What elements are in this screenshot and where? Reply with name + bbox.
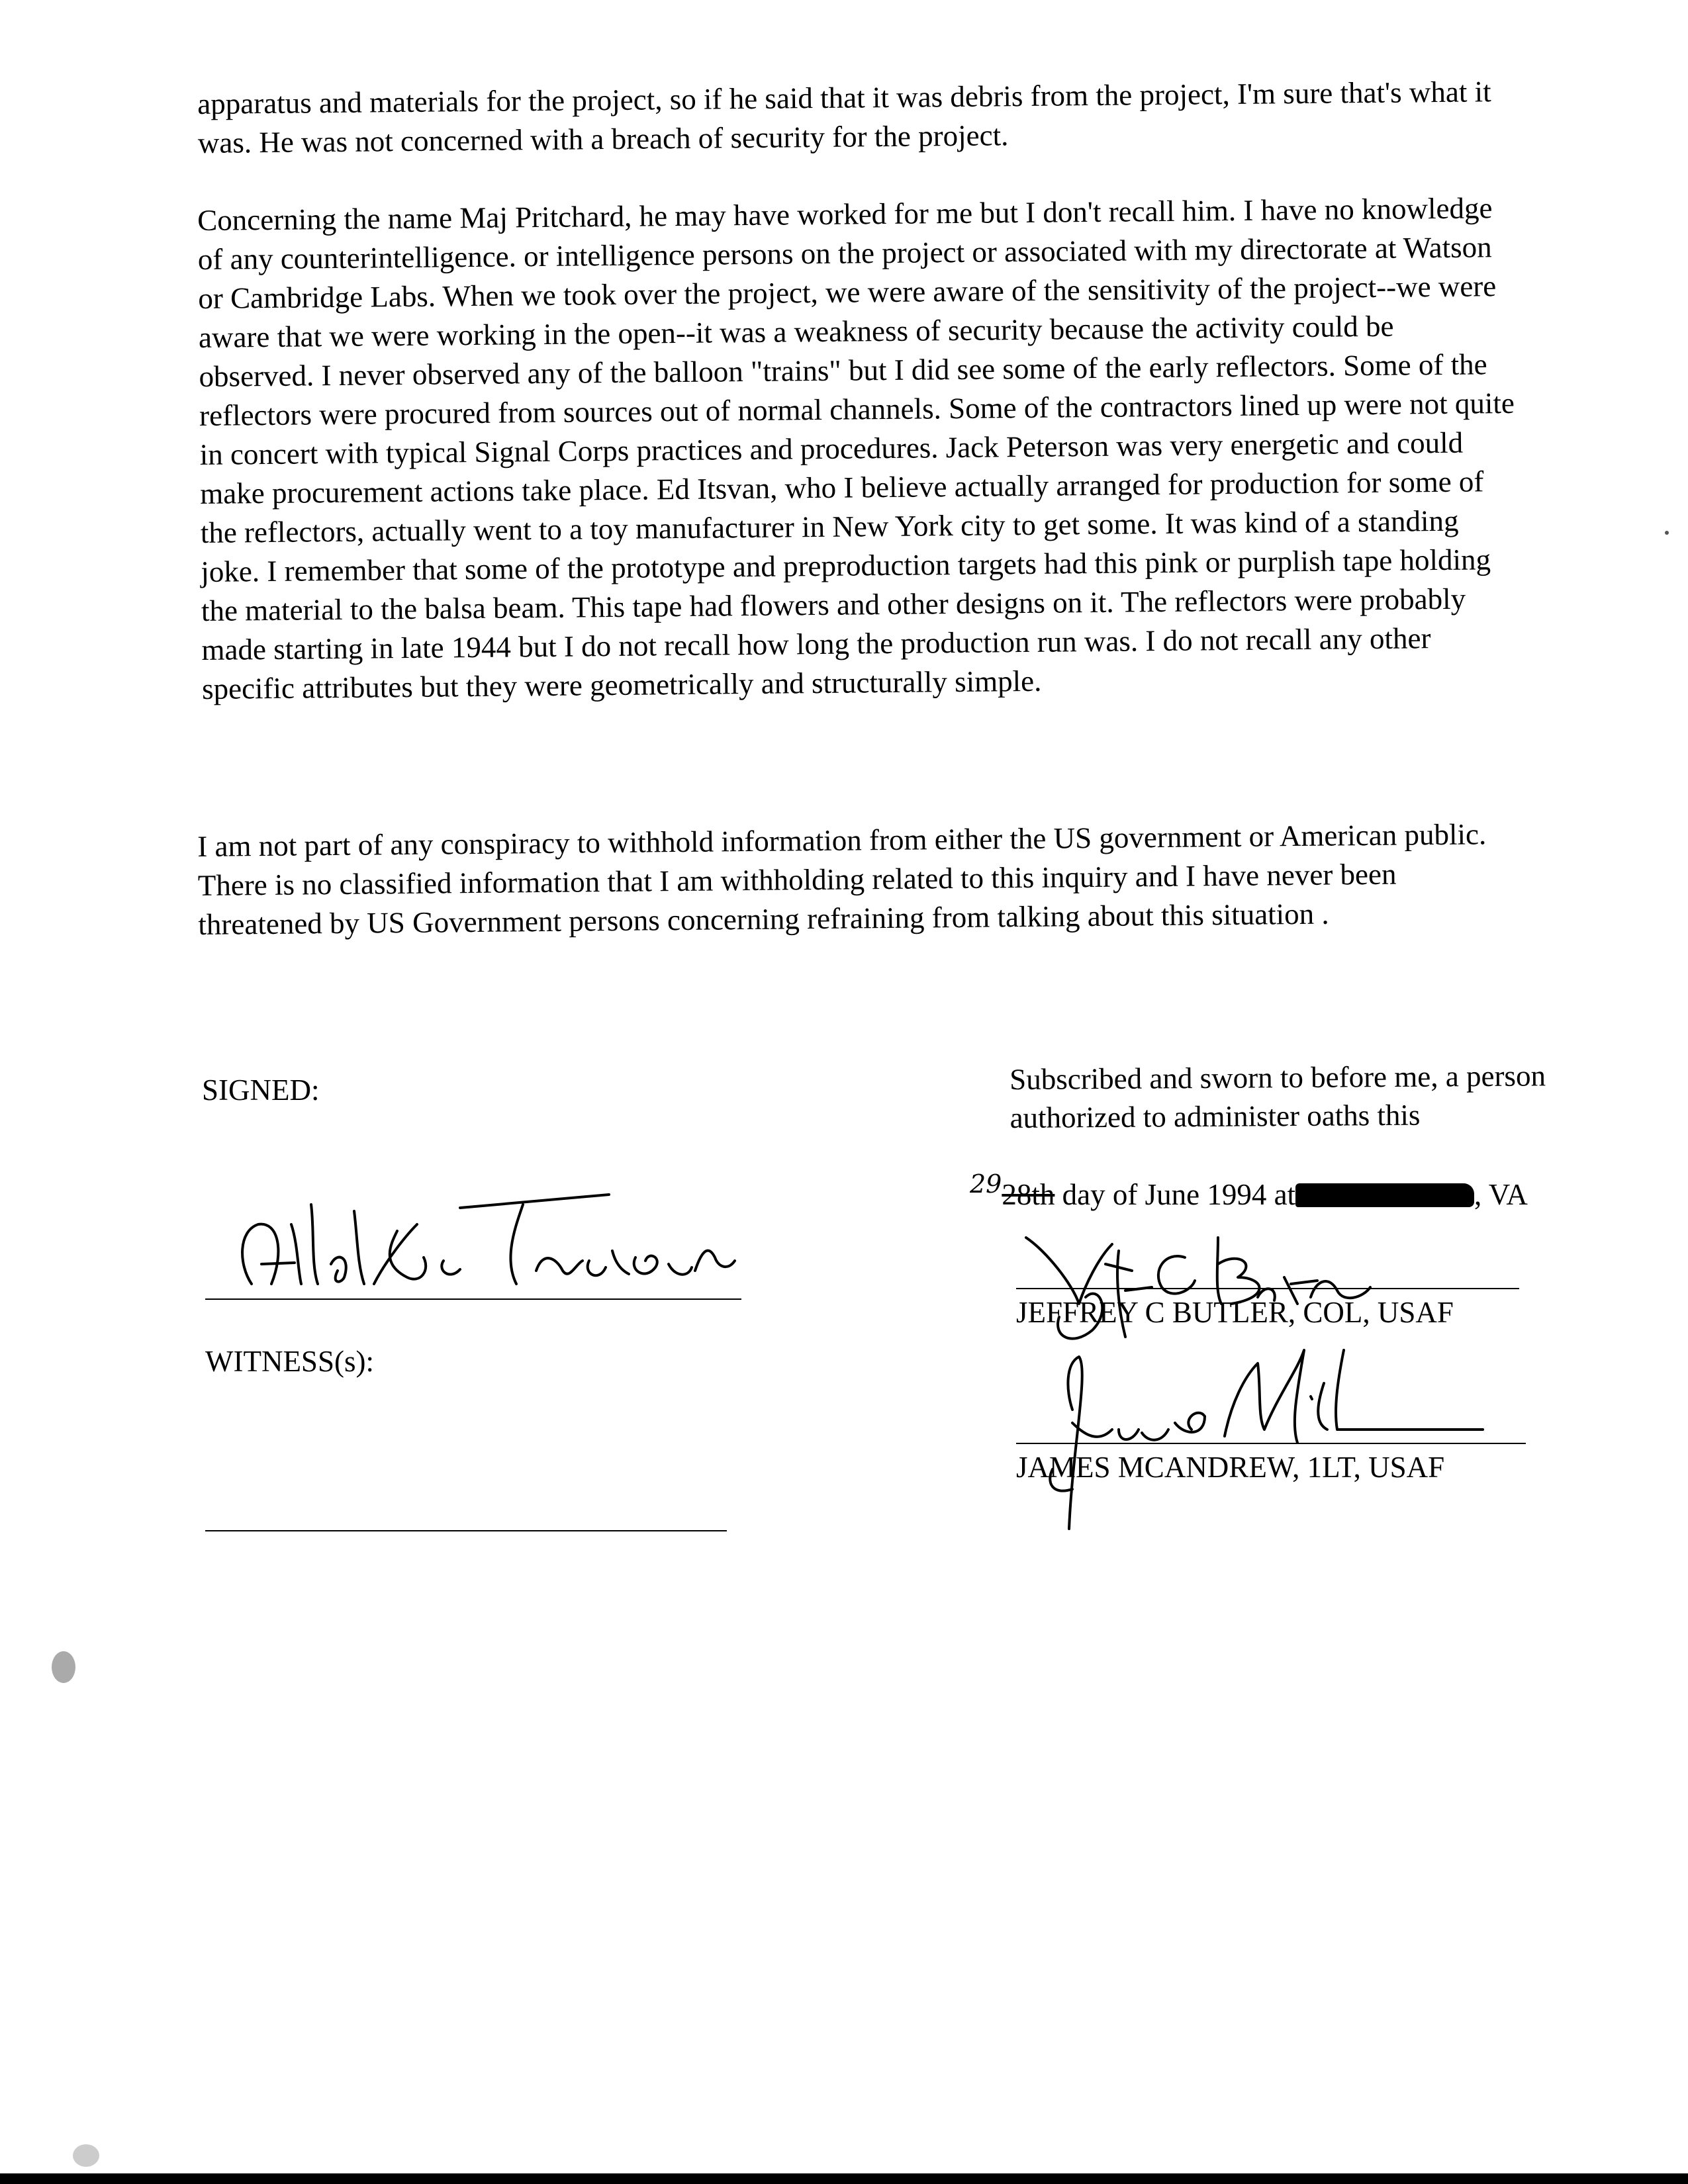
mcandrew-signature-line [1016, 1443, 1526, 1444]
paragraph-apparatus: apparatus and materials for the project, so if he said that it was debris from the project, I'm sure that's what it was. He was not concerned with a breach of security for the project. [197, 75, 1491, 159]
scan-bottom-edge [0, 2173, 1688, 2184]
redacted-location [1295, 1183, 1474, 1207]
notary-location-suffix: , VA [1474, 1178, 1528, 1211]
signer-signature [232, 1185, 748, 1317]
mcandrew-signature [1033, 1330, 1496, 1542]
signer-signature-line [205, 1298, 741, 1300]
scan-speck [1665, 531, 1669, 535]
scan-speck [52, 1651, 75, 1683]
paragraph-pritchard: Concerning the name Maj Pritchard, he may have worked for me but I don't recall him. I have no knowledge of any counterintelligence. or intelligence persons on the project or associated with my directorate at Watson or Cambridge Labs. When we took over the project, we were aware of the sensitivity of the project--we were aware that we were working in the open--it was a weakness of security because the activity could be observed. I never observed any of the balloon "trains" but I did see some of the early reflectors. Some of the reflectors were procured from sources out of normal channels. Some of the contractors lined up were not quite in concert with typical Signal Corps practices and procedures. Jack Peterson was very energetic and could make procurement actions take place. Ed Itsvan, who I believe actually arranged for production for some of the reflectors, actually went to a toy manufacturer in New York city to get some. It was kind of a standing joke. I remember that some of the prototype and preproduction targets had this pink or purplish tape holding the material to the balsa beam. This tape had flowers and other designs on it. The reflectors were probably made starting in late 1944 but I do not recall how long the production run was. I do not recall any other specific attributes but they were geometrically and structurally simple. [197, 191, 1515, 705]
notary-date-line [970, 1169, 1528, 1214]
notary-statement: Subscribed and sworn to before me, a person authorized to administer oaths this [1009, 1059, 1546, 1134]
witness-label: WITNESS(s): [205, 1345, 374, 1378]
paragraph-conspiracy: I am not part of any conspiracy to withhold information from either the US government or American public. There is no classified information that I am withholding related to this inquiry and I have never been threatened by US Government persons concerning refraining from talking about this situation . [197, 817, 1487, 941]
signed-label: SIGNED: [202, 1073, 320, 1107]
scan-speck [73, 2144, 99, 2167]
butler-name: JEFFREY C BUTLER, COL, USAF [1016, 1296, 1454, 1329]
witness-signature-line [205, 1530, 727, 1531]
butler-signature-line [1016, 1288, 1519, 1289]
handwritten-day-correction: 29 [970, 1169, 1002, 1199]
notary-date-text: day of June 1994 at [1062, 1178, 1296, 1211]
notary-day: 28th [1002, 1178, 1055, 1211]
mcandrew-name: JAMES MCANDREW, 1LT, USAF [1016, 1451, 1445, 1484]
